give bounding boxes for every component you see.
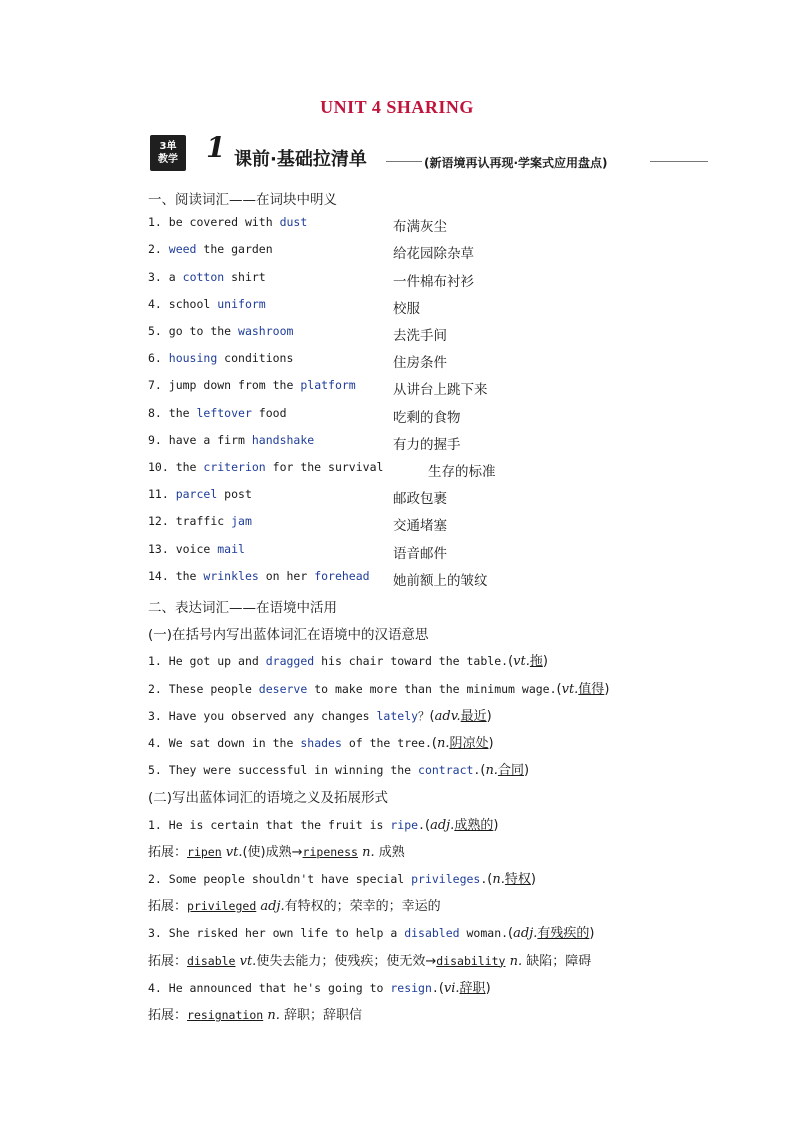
extension-line xyxy=(148,1004,362,1023)
sentence-text: to make more than the minimum wage. xyxy=(307,681,557,696)
part-of-speech: n. xyxy=(492,872,505,887)
vocab-item xyxy=(148,269,474,290)
chinese-meaning: 布满灰尘 xyxy=(393,219,447,236)
answer-text: 特权 xyxy=(504,872,531,887)
sentence-item xyxy=(148,814,498,833)
extension-line xyxy=(148,841,405,860)
part-of-speech: vi. xyxy=(443,980,460,996)
sentence-text: He got up and xyxy=(168,654,266,669)
sentence-item xyxy=(148,868,536,887)
vocab-word: housing xyxy=(168,351,218,366)
answer-text: 最近 xyxy=(460,708,487,724)
item-number: 11. xyxy=(148,487,176,502)
chinese-meaning: 生存的标准 xyxy=(428,464,496,480)
paren-close: ) xyxy=(485,980,491,996)
paren-open: ( xyxy=(487,872,493,887)
extension-meaning: 辞职；辞职信 xyxy=(279,1008,362,1023)
sentence-text: She risked her own life to help a xyxy=(168,926,405,941)
paren-close: ) xyxy=(488,736,494,751)
extension-meaning: 成熟 xyxy=(374,844,405,860)
chinese-meaning: 邮政包裹 xyxy=(393,491,447,508)
item-number: 12. xyxy=(148,514,176,529)
section-title: 二、表达词汇——在语境中活用 xyxy=(148,600,337,616)
extension-label: 拓展： xyxy=(148,899,188,915)
vocab-word: platform xyxy=(300,378,356,393)
item-number: 2. xyxy=(148,681,169,696)
item-number: 4. xyxy=(148,980,169,995)
paren-open: ( xyxy=(431,736,437,751)
item-number: 4. xyxy=(148,736,169,750)
chinese-meaning: 她前额上的皱纹 xyxy=(393,572,488,589)
vocab-word: leftover xyxy=(196,405,252,420)
vocab-word: dragged xyxy=(265,654,315,669)
item-number: 1. xyxy=(148,654,169,669)
banner-subtitle: (新语境再认再现·学案式应用盘点) xyxy=(424,156,608,170)
sentence-text: Have you observed any changes xyxy=(168,708,377,723)
vocab-word: weed xyxy=(168,242,197,257)
vocab-word: jam xyxy=(231,514,252,529)
phrase-text: the xyxy=(175,460,204,474)
extension-line xyxy=(148,895,441,914)
sentence-text: He announced that he's going to xyxy=(168,980,391,995)
sentence-text: Some people shouldn't have special xyxy=(168,872,412,886)
extension-label: 拓展： xyxy=(148,953,188,969)
phrase-text: go to the xyxy=(168,324,239,338)
part-of-speech: n. xyxy=(357,844,375,860)
part-of-speech: vt. xyxy=(235,953,257,969)
answer-text: 值得 xyxy=(578,681,605,697)
paren-close: ) xyxy=(530,872,536,887)
sentence-text: woman. xyxy=(459,926,509,941)
paren-close: ) xyxy=(542,654,548,670)
item-number: 2. xyxy=(148,242,169,257)
part-of-speech: adj. xyxy=(513,926,538,942)
chinese-meaning: 有力的握手 xyxy=(393,436,461,453)
paren-open: ( xyxy=(556,681,562,697)
vocab-word: uniform xyxy=(217,296,266,311)
vocab-item xyxy=(148,541,447,562)
paren-close: ) xyxy=(604,681,610,697)
paren-open: ( xyxy=(438,980,444,996)
extension-label: 拓展： xyxy=(148,844,188,860)
item-number: 5. xyxy=(148,324,169,338)
badge-top-text: 3单 xyxy=(159,141,177,152)
item-number: 9. xyxy=(148,432,169,447)
sentence-item xyxy=(148,678,609,697)
banner-rule-left xyxy=(386,161,422,162)
part-of-speech: n. xyxy=(485,763,498,779)
part-of-speech: adj. xyxy=(256,899,285,915)
chinese-meaning: 住房条件 xyxy=(393,355,447,372)
vocab-word: contract xyxy=(418,763,474,778)
sentence-item xyxy=(148,977,491,996)
item-number: 10. xyxy=(148,460,176,474)
sentence-text: They were successful in winning the xyxy=(168,763,419,778)
item-number: 13. xyxy=(148,541,176,556)
sentence-text: He is certain that the fruit is xyxy=(168,817,391,832)
vocab-word: handshake xyxy=(251,432,315,447)
vocab-word: deserve xyxy=(258,681,308,696)
sentence-item xyxy=(148,759,529,778)
phrase-text: traffic xyxy=(175,514,232,529)
chinese-meaning: 给花园除杂草 xyxy=(393,246,474,263)
subsection-heading xyxy=(148,623,429,643)
item-number: 14. xyxy=(148,568,176,583)
sentence-text: his chair toward the table. xyxy=(314,654,509,669)
sentence-text: We sat down in the xyxy=(168,736,301,750)
extension-label: 拓展： xyxy=(148,1008,188,1023)
part-of-speech: vt. xyxy=(513,654,530,670)
paren-open: ( xyxy=(429,708,435,724)
vocab-item xyxy=(148,432,461,453)
unit-title: UNIT 4 SHARING xyxy=(320,97,474,117)
part-of-speech: n. xyxy=(263,1008,280,1023)
vocab-item xyxy=(148,351,447,372)
paren-open: ( xyxy=(508,654,514,670)
paren-open: ( xyxy=(480,763,486,779)
chinese-meaning: 去洗手间 xyxy=(393,328,447,344)
vocab-word: mail xyxy=(217,541,245,556)
section-title: 一、阅读词汇——在词块中明义 xyxy=(148,192,337,208)
phrase-text: the xyxy=(168,405,197,420)
sentence-text: . xyxy=(431,980,439,995)
item-number: 5. xyxy=(148,763,169,778)
vocab-word: lately xyxy=(376,708,419,723)
badge-bottom-text: 教学 xyxy=(158,154,178,165)
paren-close: ) xyxy=(589,926,595,942)
phrase-text: be covered with xyxy=(168,215,280,230)
item-number: 1. xyxy=(148,215,169,230)
chinese-meaning: 吃剩的食物 xyxy=(393,409,461,426)
extension-meaning: (使)成熟 xyxy=(242,844,292,860)
phrase-text: the garden xyxy=(196,242,273,257)
chinese-meaning: 交通堵塞 xyxy=(393,518,447,535)
phrase-text: conditions xyxy=(217,351,294,366)
badge-logo xyxy=(150,135,186,171)
phrase-text: jump down from the xyxy=(168,378,301,393)
extension-word: privileged xyxy=(187,899,257,914)
vocab-word: shades xyxy=(300,736,342,750)
phrase-text: post xyxy=(217,487,252,502)
phrase-text: have a firm xyxy=(168,432,252,447)
chinese-meaning: 一件棉布衬衫 xyxy=(393,273,474,290)
phrase-text: food xyxy=(251,405,287,420)
sentence-text: ？ xyxy=(418,708,430,723)
paren-close: ) xyxy=(493,817,499,833)
part-of-speech: vt. xyxy=(561,681,579,697)
vocab-word: wrinkles xyxy=(203,568,259,583)
extension-meaning: 缺陷；障碍 xyxy=(522,953,592,969)
vocab-item xyxy=(148,242,474,263)
extension-word: disability xyxy=(436,953,506,968)
vocab-word: resign xyxy=(390,980,432,995)
chinese-meaning: 从讲台上跳下来 xyxy=(393,382,488,399)
section-heading xyxy=(148,188,337,208)
section-banner xyxy=(150,131,710,177)
paren-open: ( xyxy=(424,817,431,833)
item-number: 6. xyxy=(148,351,169,366)
section-heading xyxy=(148,596,337,616)
sentence-item xyxy=(148,922,594,941)
extension-meaning: 使失去能力；使残疾；使无效 xyxy=(256,953,426,969)
phrase-text: shirt xyxy=(224,269,266,284)
sentence-item xyxy=(148,705,492,724)
vocab-word: parcel xyxy=(175,487,218,502)
sentence-text: . xyxy=(418,817,425,832)
part-of-speech: n. xyxy=(505,953,523,969)
vocab-item xyxy=(148,296,420,317)
extension-line xyxy=(148,950,591,969)
banner-heading: 课前·基础拉清单 xyxy=(234,149,367,170)
part-of-speech: adj. xyxy=(430,817,455,833)
answer-text: 成熟的 xyxy=(454,817,494,833)
chinese-meaning: 语音邮件 xyxy=(393,545,447,562)
answer-text: 合同 xyxy=(497,763,524,779)
vocab-word: washroom xyxy=(238,324,294,338)
answer-text: 拖 xyxy=(529,654,543,670)
item-number: 7. xyxy=(148,378,169,393)
item-number: 2. xyxy=(148,872,169,886)
vocab-word: criterion xyxy=(203,460,266,474)
sentence-text: These people xyxy=(168,681,259,696)
vocab-item xyxy=(148,324,447,344)
part-of-speech: vt. xyxy=(221,844,243,860)
vocab-word: cotton xyxy=(182,269,225,284)
chinese-meaning: 校服 xyxy=(393,300,420,317)
phrase-text: a xyxy=(168,269,183,284)
extension-word: resignation xyxy=(187,1008,264,1022)
sentence-item xyxy=(148,732,494,751)
item-number: 3. xyxy=(148,708,169,723)
phrase-text: on her xyxy=(258,568,315,583)
vocab-word: disabled xyxy=(404,926,460,941)
vocab-item xyxy=(148,568,488,589)
vocab-word: forehead xyxy=(314,568,370,583)
extension-meaning: 有特权的；荣幸的；幸运的 xyxy=(284,899,441,915)
arrow-icon: → xyxy=(291,844,303,860)
part-of-speech: adv. xyxy=(434,708,461,724)
vocab-item xyxy=(148,514,447,535)
phrase-text: school xyxy=(168,296,218,311)
extension-word: disable xyxy=(187,953,236,968)
vocab-word: dust xyxy=(279,215,308,230)
phrase-text: for the survival xyxy=(265,460,384,474)
item-number: 4. xyxy=(148,296,169,311)
vocab-item xyxy=(148,378,488,399)
paren-close: ) xyxy=(523,763,530,779)
banner-rule-right xyxy=(650,161,708,162)
item-number: 3. xyxy=(148,269,169,284)
sentence-item xyxy=(148,650,548,669)
sentence-text: . xyxy=(480,872,488,886)
subsection-heading xyxy=(148,786,388,806)
item-number: 3. xyxy=(148,926,169,941)
answer-text: 有残疾的 xyxy=(537,926,590,942)
item-number: 8. xyxy=(148,405,169,420)
vocab-item xyxy=(148,460,496,480)
answer-text: 阴凉处 xyxy=(449,736,489,751)
subsection-title: (一)在括号内写出蓝体词汇在语境中的汉语意思 xyxy=(148,627,429,644)
answer-text: 辞职 xyxy=(459,980,486,996)
vocab-word: privileges xyxy=(411,872,481,886)
sentence-text: of the tree. xyxy=(341,736,432,750)
phrase-text: the xyxy=(175,568,204,583)
vocab-item xyxy=(148,215,447,236)
vocab-item xyxy=(148,405,461,426)
vocab-item xyxy=(148,487,447,508)
paren-open: ( xyxy=(508,926,514,942)
item-number: 1. xyxy=(148,817,169,832)
arrow-icon: → xyxy=(425,953,437,969)
sentence-text: . xyxy=(473,763,481,778)
extension-word: ripeness xyxy=(302,844,358,859)
part-of-speech: n. xyxy=(436,736,450,751)
vocab-word: ripe xyxy=(390,817,419,832)
paren-close: ) xyxy=(486,708,492,724)
banner-number: 1 xyxy=(206,131,226,164)
phrase-text: voice xyxy=(175,541,218,556)
subsection-title: (二)写出蓝体词汇的语境之义及拓展形式 xyxy=(148,790,389,807)
extension-word: ripen xyxy=(187,844,222,859)
